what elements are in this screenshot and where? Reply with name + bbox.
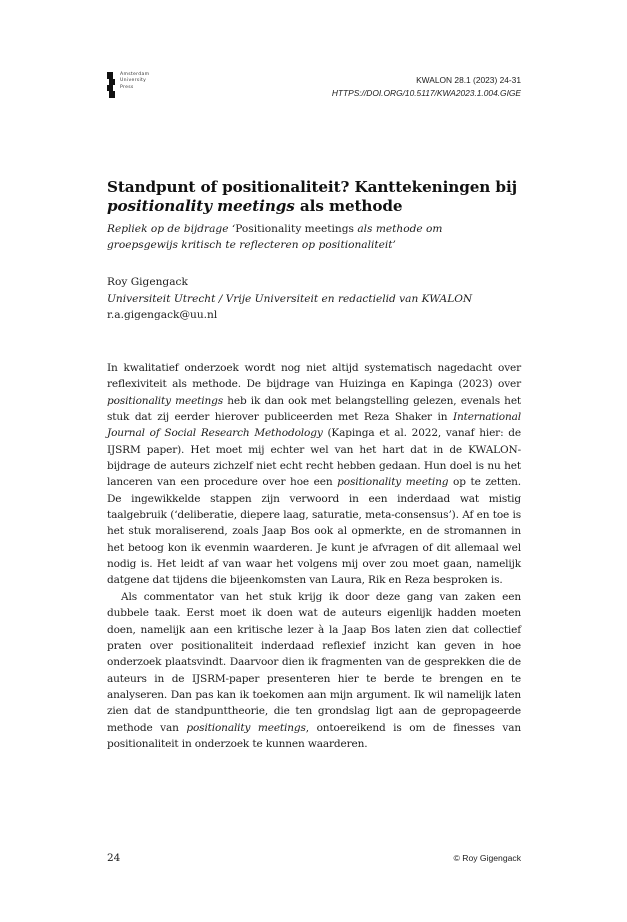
text-run: (Kapinga et al. 2022, vanaf hier: de IJSRM paper). Het moet mij echter wel van het hart dat in de KWALON-bijdrage de auteurs zichzelf niet echt recht hebben gedaan. Hun doel is nu het lanceren van een procedure over hoe een [107, 427, 521, 489]
publisher-line: Amsterdam [120, 72, 150, 77]
copyright-notice: © Roy Gigengack [453, 853, 521, 863]
article-body [107, 360, 521, 752]
italic-run: positionality meetings [107, 394, 224, 407]
text-run: In kwalitatief onderzoek wordt nog niet altijd systematisch nagedacht over reflexiviteit als methode. De bijdrage van Huizinga en Kapinga (2023) over [107, 362, 521, 391]
publisher-line: Press [120, 84, 134, 90]
publisher-logo [107, 72, 149, 98]
text-run: op te zetten. De ingewikkelde stappen zijn verwoord in een inderdaad wat mistig taalgebruik (‘deliberatie, diepere laag, saturatie, meta-consensus’). Af en toe is het stuk moraliserend, zoals Jaap Bos ook al opmerkte, en de stromannen in het betoog kon ik evenmin waarderen. Je kunt je afvragen of dit allemaal wel nodig is. Het leidt af van waar het volgens mij over zou moet gaan, namelijk datgene dat tijdens die bijeenkomsten van Laura, Rik en Reza besproken is. [107, 476, 522, 587]
italic-run: International Journal of Social Research Methodology [107, 411, 521, 440]
doi-link[interactable]: HTTPS://DOI.ORG/10.5117/KWA2023.1.004.GIGE [331, 88, 521, 98]
article-subtitle [107, 221, 527, 253]
text-run: Als commentator van het stuk krijg ik door deze gang van zaken een dubbele taak. Eerst moet ik doen wat de auteurs eigenlijk hadden moeten doen, namelijk aan een kritische lezer à la Jaap Bos laten zien dat collectief praten over positionaliteit inderdaad reflexief inzicht kan geven in hoe onderzoek plaatsvindt. Daarvoor dien ik fragmenten van de gesprekken die de auteurs in de IJSRM-paper presenteren hier te berde te brengen en te analyseren. Dan pas kan ik toekomen aan mijn argument. Ik wil namelijk laten zien dat de standpunttheorie, die ten grondslag ligt aan de gepropageerde methode van [107, 590, 521, 734]
title-part-2: positionality meetings [107, 197, 295, 215]
subtitle-line-2: groepsgewijs kritisch te reflecteren op positionaliteit’ [107, 239, 396, 251]
publisher-name [120, 72, 149, 91]
author-name: Roy Gigengack [107, 276, 188, 288]
aup-logo-icon [107, 72, 115, 98]
author-block [107, 274, 527, 324]
subtitle-rest: als methode om [353, 223, 443, 235]
publisher-line: University [120, 78, 147, 84]
body-paragraph-1 [107, 360, 521, 589]
subtitle-lead: Repliek op de bijdrage ‘ [107, 223, 236, 235]
text-run: heb ik dan ook met belangstelling gelezen, evenals het stuk dat zij eerder hierover publiceerden met Reza Shaker in [107, 394, 522, 424]
text-run: , ontoereikend is om de finesses van positionaliteit in onderzoek te kunnen waarderen. [107, 721, 522, 750]
body-paragraph-2 [107, 589, 521, 752]
page-number: 24 [107, 852, 121, 864]
italic-run: positionality meeting [337, 476, 449, 489]
title-part-3: als methode [294, 197, 403, 215]
author-email[interactable]: r.a.gigengack@uu.nl [107, 309, 218, 321]
journal-info [332, 74, 521, 100]
journal-citation: KWALON 28.1 (2023) 24-31 [416, 75, 521, 85]
subtitle-upright: Positionality meetings [235, 223, 354, 235]
italic-run: positionality meetings [186, 721, 306, 734]
article-title [107, 178, 527, 216]
author-affiliation: Universiteit Utrecht / Vrije Universiteit en redactielid van KWALON [107, 292, 473, 305]
title-part-1: Standpunt of positionaliteit? Kanttekeningen bij [107, 178, 518, 196]
